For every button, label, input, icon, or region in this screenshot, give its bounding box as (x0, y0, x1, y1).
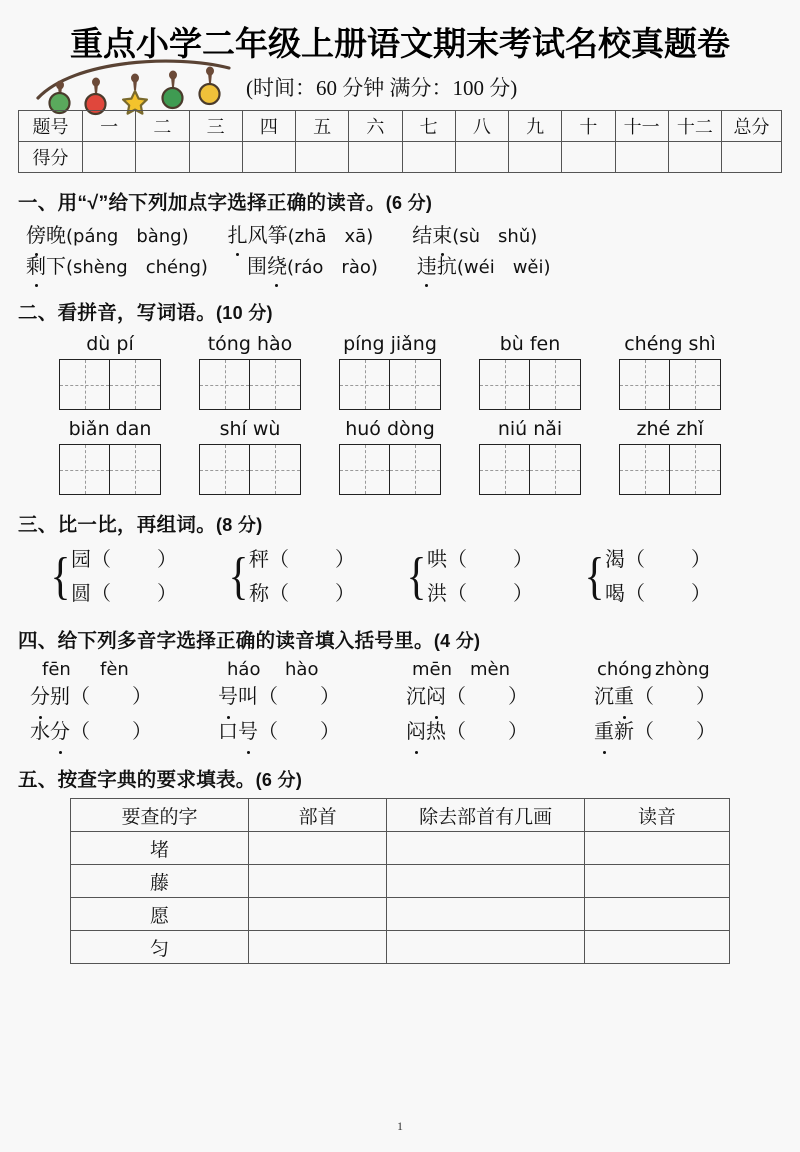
pinyin-label: chéng shì (624, 333, 716, 356)
section-4-word-row-1 (18, 680, 782, 715)
section-5-points: (6 分) (255, 770, 303, 791)
section-2-heading (18, 297, 782, 325)
dotted-char: 束 (432, 221, 452, 252)
compare-item[interactable]: 称（ ） (248, 583, 355, 606)
dict-header-pronunciation: 读音 (584, 799, 729, 832)
score-cell-8[interactable] (455, 142, 508, 173)
score-col-11: 十一 (615, 111, 668, 142)
score-cell-10[interactable] (562, 142, 615, 173)
pinyin-options: (zhā xā) (287, 226, 374, 248)
table-row (71, 832, 730, 865)
pinyin-label: zhé zhǐ (636, 418, 704, 441)
score-cell-5[interactable] (296, 142, 349, 173)
compare-item[interactable]: 洪（ ） (426, 583, 533, 606)
polyphone-item[interactable]: 沉重（ ） (594, 680, 782, 715)
pinyin-option-group (42, 659, 227, 680)
compare-pair-group (226, 543, 404, 611)
subtitle-row (18, 62, 782, 108)
score-cell-total[interactable] (722, 142, 782, 173)
dict-cell-char: 堵 (71, 832, 249, 865)
writing-grid-slot[interactable] (180, 359, 320, 410)
compare-char: 圆 (70, 583, 91, 606)
dotted-char: 闷 (406, 715, 426, 750)
polyphone-item[interactable]: 口号（ ） (218, 715, 406, 750)
polyphone-item[interactable]: 闷热（ ） (406, 715, 594, 750)
section-3-points: (8 分) (216, 515, 263, 536)
section-1-heading (18, 187, 782, 215)
dict-cell-pronunciation[interactable] (584, 832, 729, 865)
tianzige-box[interactable] (390, 359, 441, 410)
tianzige-box[interactable] (339, 359, 390, 410)
score-col-total: 总分 (722, 111, 782, 142)
compare-char: 园 (70, 549, 91, 572)
tianzige-box[interactable] (619, 444, 670, 495)
score-col-9: 九 (509, 111, 562, 142)
score-table (18, 110, 782, 173)
dictionary-table-wrap (18, 798, 782, 964)
pinyin-option: mēn (412, 659, 453, 681)
section-3-row (18, 543, 782, 611)
score-row-label-0: 题号 (19, 111, 83, 142)
score-cell-7[interactable] (402, 142, 455, 173)
compare-item[interactable]: 哄（ ） (426, 549, 533, 572)
section-1-row-2 (18, 252, 782, 283)
score-cell-12[interactable] (668, 142, 721, 173)
writing-grid-slot[interactable] (600, 444, 740, 495)
dict-cell-radical[interactable] (248, 931, 386, 964)
dotted-char: 重 (594, 715, 614, 750)
tianzige-box[interactable] (59, 444, 110, 495)
pinyin-option-group (227, 659, 412, 680)
score-col-2: 二 (136, 111, 189, 142)
writing-grid-slot[interactable] (460, 359, 600, 410)
section-5-heading (18, 764, 782, 792)
dotted-char: 傍 (26, 221, 46, 252)
dict-cell-char: 藤 (71, 865, 249, 898)
score-cell-2[interactable] (136, 142, 189, 173)
section-1-item[interactable]: 违抗(wéi wěi) (417, 252, 551, 283)
curly-brace-icon: { (228, 548, 249, 606)
dotted-char: 分 (50, 715, 70, 750)
tianzige-box[interactable] (390, 444, 441, 495)
tianzige-box[interactable] (199, 444, 250, 495)
writing-grid-slot[interactable] (600, 359, 740, 410)
tianzige-box[interactable] (199, 359, 250, 410)
compare-char: 洪 (426, 583, 447, 606)
dict-header-char: 要查的字 (71, 799, 249, 832)
tianzige-box[interactable] (250, 444, 301, 495)
dict-header-strokes: 除去部首有几画 (387, 799, 585, 832)
tianzige-box[interactable] (530, 359, 581, 410)
table-row (71, 931, 730, 964)
score-cell-1[interactable] (83, 142, 136, 173)
score-col-12: 十二 (668, 111, 721, 142)
pinyin-label: huó dòng (345, 418, 435, 441)
pinyin-option: fèn (100, 659, 129, 681)
tianzige[interactable] (199, 444, 301, 495)
table-row (71, 898, 730, 931)
tianzige[interactable] (199, 359, 301, 410)
pinyin-option: háo (227, 659, 261, 681)
pinyin-option: fēn (42, 659, 71, 681)
compare-pair-group (582, 543, 760, 611)
pinyin-option: mèn (470, 659, 511, 681)
dict-cell-char: 匀 (71, 931, 249, 964)
dict-cell-pronunciation[interactable] (584, 898, 729, 931)
pinyin-label: píng jiǎng (343, 333, 437, 356)
writing-grid-slot[interactable] (180, 444, 320, 495)
compare-pair-group (404, 543, 582, 611)
pinyin-label: shí wù (219, 418, 281, 441)
section-1-item[interactable]: 扎风筝(zhā xā) (228, 221, 374, 252)
writing-grid-slot[interactable] (40, 444, 180, 495)
score-cell-6[interactable] (349, 142, 402, 173)
dotted-char: 剩 (26, 252, 46, 283)
dotted-char: 闷 (426, 680, 446, 715)
pinyin-option: chóng (597, 659, 653, 681)
dotted-char: 号 (218, 680, 238, 715)
dictionary-header-row (71, 799, 730, 832)
dotted-char: 重 (614, 680, 634, 715)
score-col-1: 一 (83, 111, 136, 142)
polyphone-item[interactable]: 分别（ ） (30, 680, 218, 715)
score-cell-11[interactable] (615, 142, 668, 173)
polyphone-item[interactable]: 号叫（ ） (218, 680, 406, 715)
dotted-char: 绕 (267, 252, 287, 283)
writing-grid-slot[interactable] (320, 359, 460, 410)
dict-cell-strokes[interactable] (387, 898, 585, 931)
section-2-points: (10 分) (216, 303, 273, 324)
compare-char: 渴 (604, 549, 625, 572)
compare-pair (605, 543, 711, 611)
score-table-wrap (18, 110, 782, 173)
section-1-heading-text: 一、用“√”给下列加点字选择正确的读音。 (18, 192, 386, 215)
section-4-pinyin-row (18, 659, 782, 680)
tianzige[interactable] (479, 444, 581, 495)
pinyin-label: tóng hào (207, 333, 293, 356)
tianzige[interactable] (339, 444, 441, 495)
compare-char: 哄 (426, 549, 447, 572)
dict-cell-pronunciation[interactable] (584, 865, 729, 898)
compare-item[interactable]: 园（ ） (70, 549, 177, 572)
tianzige-box[interactable] (670, 444, 721, 495)
score-col-8: 八 (455, 111, 508, 142)
pinyin-options: (wéi wěi) (456, 257, 551, 279)
tianzige[interactable] (59, 359, 161, 410)
pinyin-label: biǎn dan (68, 418, 152, 441)
pinyin-option: zhòng (655, 659, 710, 681)
dict-cell-strokes[interactable] (387, 931, 585, 964)
score-col-3: 三 (189, 111, 242, 142)
pinyin-option-group (412, 659, 597, 680)
tianzige-box[interactable] (339, 444, 390, 495)
tianzige-box[interactable] (619, 359, 670, 410)
dict-cell-strokes[interactable] (387, 832, 585, 865)
pinyin-options: (sù shǔ) (452, 226, 538, 248)
dict-cell-strokes[interactable] (387, 865, 585, 898)
section-2-heading-text: 二、看拼音，写词语。 (18, 302, 217, 325)
tianzige-box[interactable] (479, 444, 530, 495)
section-1-item[interactable]: 结束(sù shǔ) (412, 221, 537, 252)
score-row-label-1: 得分 (19, 142, 83, 173)
compare-pair-group (48, 543, 226, 611)
score-col-10: 十 (562, 111, 615, 142)
score-col-6: 六 (349, 111, 402, 142)
compare-item[interactable]: 秤（ ） (248, 549, 355, 572)
dotted-char: 扎 (228, 221, 248, 252)
page-number: 1 (397, 1119, 403, 1133)
pinyin-option: hào (285, 659, 319, 681)
tianzige-box[interactable] (530, 444, 581, 495)
writing-grid-slot[interactable] (40, 359, 180, 410)
tianzige-box[interactable] (110, 444, 161, 495)
score-cell-3[interactable] (189, 142, 242, 173)
section-3-heading-text: 三、比一比，再组词。 (18, 514, 217, 537)
tianzige-box[interactable] (479, 359, 530, 410)
tianzige-box[interactable] (110, 359, 161, 410)
pinyin-options: (shèng chéng) (66, 257, 208, 279)
section-2-pinyin-row-2 (18, 418, 782, 440)
tianzige[interactable] (619, 359, 721, 410)
writing-grid-slot[interactable] (320, 444, 460, 495)
writing-grid-slot[interactable] (460, 444, 600, 495)
score-col-5: 五 (296, 111, 349, 142)
section-3-heading (18, 509, 782, 537)
compare-pair (249, 543, 355, 611)
score-col-7: 七 (402, 111, 455, 142)
compare-item[interactable]: 渴（ ） (604, 549, 711, 572)
curly-brace-icon: { (406, 548, 427, 606)
tianzige-box[interactable] (59, 359, 110, 410)
score-cell-9[interactable] (509, 142, 562, 173)
compare-pair (71, 543, 177, 611)
polyphone-item[interactable]: 重新（ ） (594, 715, 782, 750)
compare-char: 秤 (248, 549, 269, 572)
section-5-heading-text: 五、按查字典的要求填表。 (18, 769, 256, 792)
pinyin-label: dù pí (86, 333, 134, 356)
compare-item[interactable]: 喝（ ） (604, 583, 711, 606)
pinyin-options: (páng bàng) (66, 226, 189, 248)
dict-header-radical: 部首 (248, 799, 386, 832)
dict-cell-radical[interactable] (248, 832, 386, 865)
dotted-char: 分 (30, 680, 50, 715)
table-row (71, 865, 730, 898)
section-2-grid-row-2 (18, 444, 782, 495)
polyphone-item[interactable]: 水分（ ） (30, 715, 218, 750)
compare-pair (427, 543, 533, 611)
compare-item[interactable]: 圆（ ） (70, 583, 177, 606)
score-cell-4[interactable] (242, 142, 295, 173)
dict-cell-char: 愿 (71, 898, 249, 931)
dict-cell-radical[interactable] (248, 898, 386, 931)
dict-cell-pronunciation[interactable] (584, 931, 729, 964)
dotted-char: 号 (238, 715, 258, 750)
dictionary-table (70, 798, 730, 964)
dotted-char: 违 (417, 252, 437, 283)
section-4-heading (18, 625, 782, 653)
pinyin-options: (ráo rào) (286, 257, 378, 279)
exam-meta: (时间：60 分钟 满分：100 分) (246, 76, 518, 101)
tianzige[interactable] (339, 359, 441, 410)
section-2-pinyin-row-1 (18, 333, 782, 355)
section-2-grid-row-1 (18, 359, 782, 410)
curly-brace-icon: { (584, 548, 605, 606)
score-col-4: 四 (242, 111, 295, 142)
tianzige-box[interactable] (670, 359, 721, 410)
score-table-value-row (19, 142, 782, 173)
section-1-points: (6 分) (385, 193, 433, 214)
pinyin-label: bù fen (499, 333, 561, 356)
compare-char: 喝 (604, 583, 625, 606)
pinyin-option-group (597, 659, 782, 680)
tianzige-box[interactable] (250, 359, 301, 410)
tianzige[interactable] (59, 444, 161, 495)
tianzige[interactable] (479, 359, 581, 410)
polyphone-item[interactable]: 沉闷（ ） (406, 680, 594, 715)
tianzige[interactable] (619, 444, 721, 495)
score-table-header-row (19, 111, 782, 142)
section-4-word-row-2 (18, 715, 782, 750)
section-4-points: (4 分) (433, 631, 481, 652)
section-1-item[interactable]: 剩下(shèng chéng) (26, 252, 208, 283)
section-4-heading-text: 四、给下列多音字选择正确的读音填入括号里。 (18, 630, 434, 653)
section-1-item[interactable]: 傍晚(páng bàng) (26, 221, 189, 252)
section-1-row-1 (18, 221, 782, 252)
compare-char: 称 (248, 583, 269, 606)
page-title: 重点小学二年级上册语文期末考试名校真题卷 (70, 25, 730, 62)
section-1-item[interactable]: 围绕(ráo rào) (247, 252, 378, 283)
pinyin-label: niú nǎi (497, 418, 563, 441)
dict-cell-radical[interactable] (248, 865, 386, 898)
curly-brace-icon: { (50, 548, 71, 606)
